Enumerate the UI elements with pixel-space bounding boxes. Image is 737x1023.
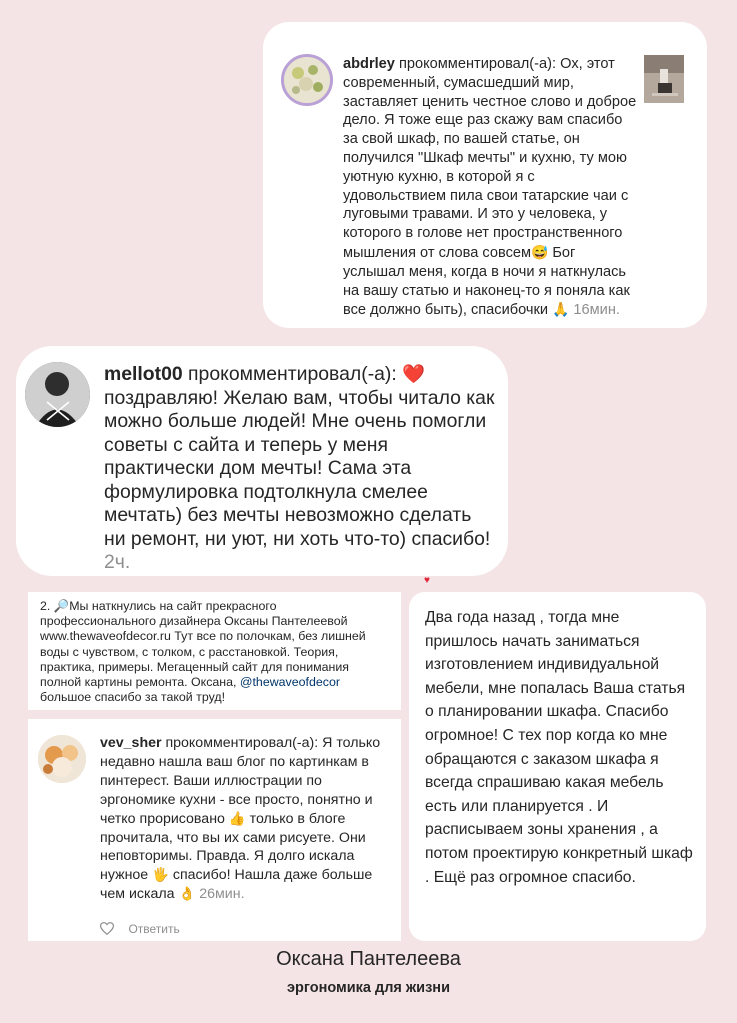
comment-username[interactable]: abdrley — [343, 56, 395, 72]
comment-username[interactable]: vev_sher — [100, 735, 162, 751]
footer-author-name: Оксана Пантелеева — [276, 948, 461, 970]
footer-tagline: эргономика для жизни — [287, 980, 450, 996]
grinning-sweat-emoji: 😅 — [531, 243, 549, 260]
comment-body: поздравляю! Желаю вам, чтобы читало как можно больше людей! Мне очень помогли советы с сайта и теперь у меня практически дом мечты! Сама эта формулировка подтолкнула смелее мечтать) без мечты невозможно сделать ни ремонт, ни уют, ни хоть что-то) спасибо! — [104, 386, 495, 550]
comment-time: 26мин. — [195, 886, 245, 903]
avatar[interactable] — [281, 54, 333, 106]
avatar[interactable] — [38, 735, 86, 783]
comment-action: прокомментировал(-а): — [394, 56, 561, 72]
comment-body: Два года назад , тогда мне пришлось начать заниматься изготовлением индивидуальной мебели, мне попалась Ваша статья о планировании шкафа. Спасибо огромное! С тех пор когда ко мне обращаются с заказом шкафа я всегда спрашиваю какая мебель есть или планируется . И расписываем зоны хранения , а потом проектирую конкретный шкаф . Ещё раз огромное спасибо. — [425, 609, 693, 886]
mention-link[interactable]: @thewaveofdecor — [239, 675, 340, 690]
comment-card-text — [409, 592, 706, 941]
reply-button[interactable]: Ответить — [128, 922, 180, 936]
comment-body-continued: Бог услышал меня, когда в ночи я наткнулась на вашу статью и наконец-то я поняла как все должно быть), спасибочки — [343, 244, 630, 319]
post-body: 2. 🔎Мы наткнулись на сайт прекрасного профессионального дизайнера Оксаны Пантелеевой www.thewaveofdecor.ru Тут все по полочкам, без лишней воды с чувством, с толком, с расстановкой. Теория, практика, примеры. Мегаценный сайт для понимания полной картины ремонта. Оксана, — [40, 599, 366, 690]
raised-hand-emoji: 🖐 — [152, 867, 169, 883]
comment-body-end: спасибо! Нашла даже больше чем искала — [100, 867, 373, 903]
post-body-end: большое спасибо за такой труд! — [40, 690, 226, 705]
avatar[interactable] — [25, 362, 90, 427]
post-excerpt-card — [28, 592, 401, 710]
comment-card-vev-sher — [28, 719, 401, 941]
pray-emoji: 🙏 — [552, 301, 570, 318]
comment-card-abdrley — [263, 22, 707, 328]
thumbs-up-emoji: 👍 — [228, 810, 246, 826]
comment-action: прокомментировал(-а): — [182, 363, 403, 385]
post-text — [40, 599, 392, 705]
comment-body-continued: только в блоге прочитала, что вы их сами рисуете. Они неповторимы. Правда. Я долго искала нужное — [100, 810, 366, 884]
heart-outline-icon[interactable] — [100, 922, 114, 935]
comment-text — [343, 55, 638, 320]
comment-text — [100, 734, 390, 904]
red-heart-emoji: ❤️ — [402, 363, 426, 384]
avatar-image — [284, 57, 330, 103]
post-thumbnail[interactable] — [644, 55, 684, 103]
ok-hand-emoji: 👌 — [178, 886, 196, 902]
comment-actions — [100, 920, 180, 938]
comment-body: Я только недавно нашла ваш блог по картинкам в пинтерест. Ваши иллюстрации по эргономике кухни - все просто, понятно и четко прорисовано — [100, 735, 381, 827]
comment-body: Ох, этот современный, сумасшедший мир, заставляет ценить честное слово и доброе дело. Я тоже еще раз скажу вам спасибо за свой шкаф, по вашей статье, он получился "Шкаф мечты" и кухню, ту мою уютную кухню, в которой я с удовольствием пила свои татарские чаи с луговыми травами. И это у человека, у которого в голове нет пространственного мышления от слова совсем — [343, 56, 637, 261]
avatar-image — [38, 735, 86, 783]
comment-text — [104, 362, 496, 575]
post-thumbnail-image — [644, 55, 684, 103]
heart-icon: ♥ — [424, 575, 430, 586]
comment-card-mellot00 — [16, 346, 508, 576]
comment-time: 2ч. — [104, 551, 131, 573]
comment-time: 16мин. — [569, 302, 620, 319]
avatar-image — [25, 362, 90, 427]
comment-action: прокомментировал(-а): — [161, 735, 323, 751]
comment-username[interactable]: mellot00 — [104, 363, 183, 385]
